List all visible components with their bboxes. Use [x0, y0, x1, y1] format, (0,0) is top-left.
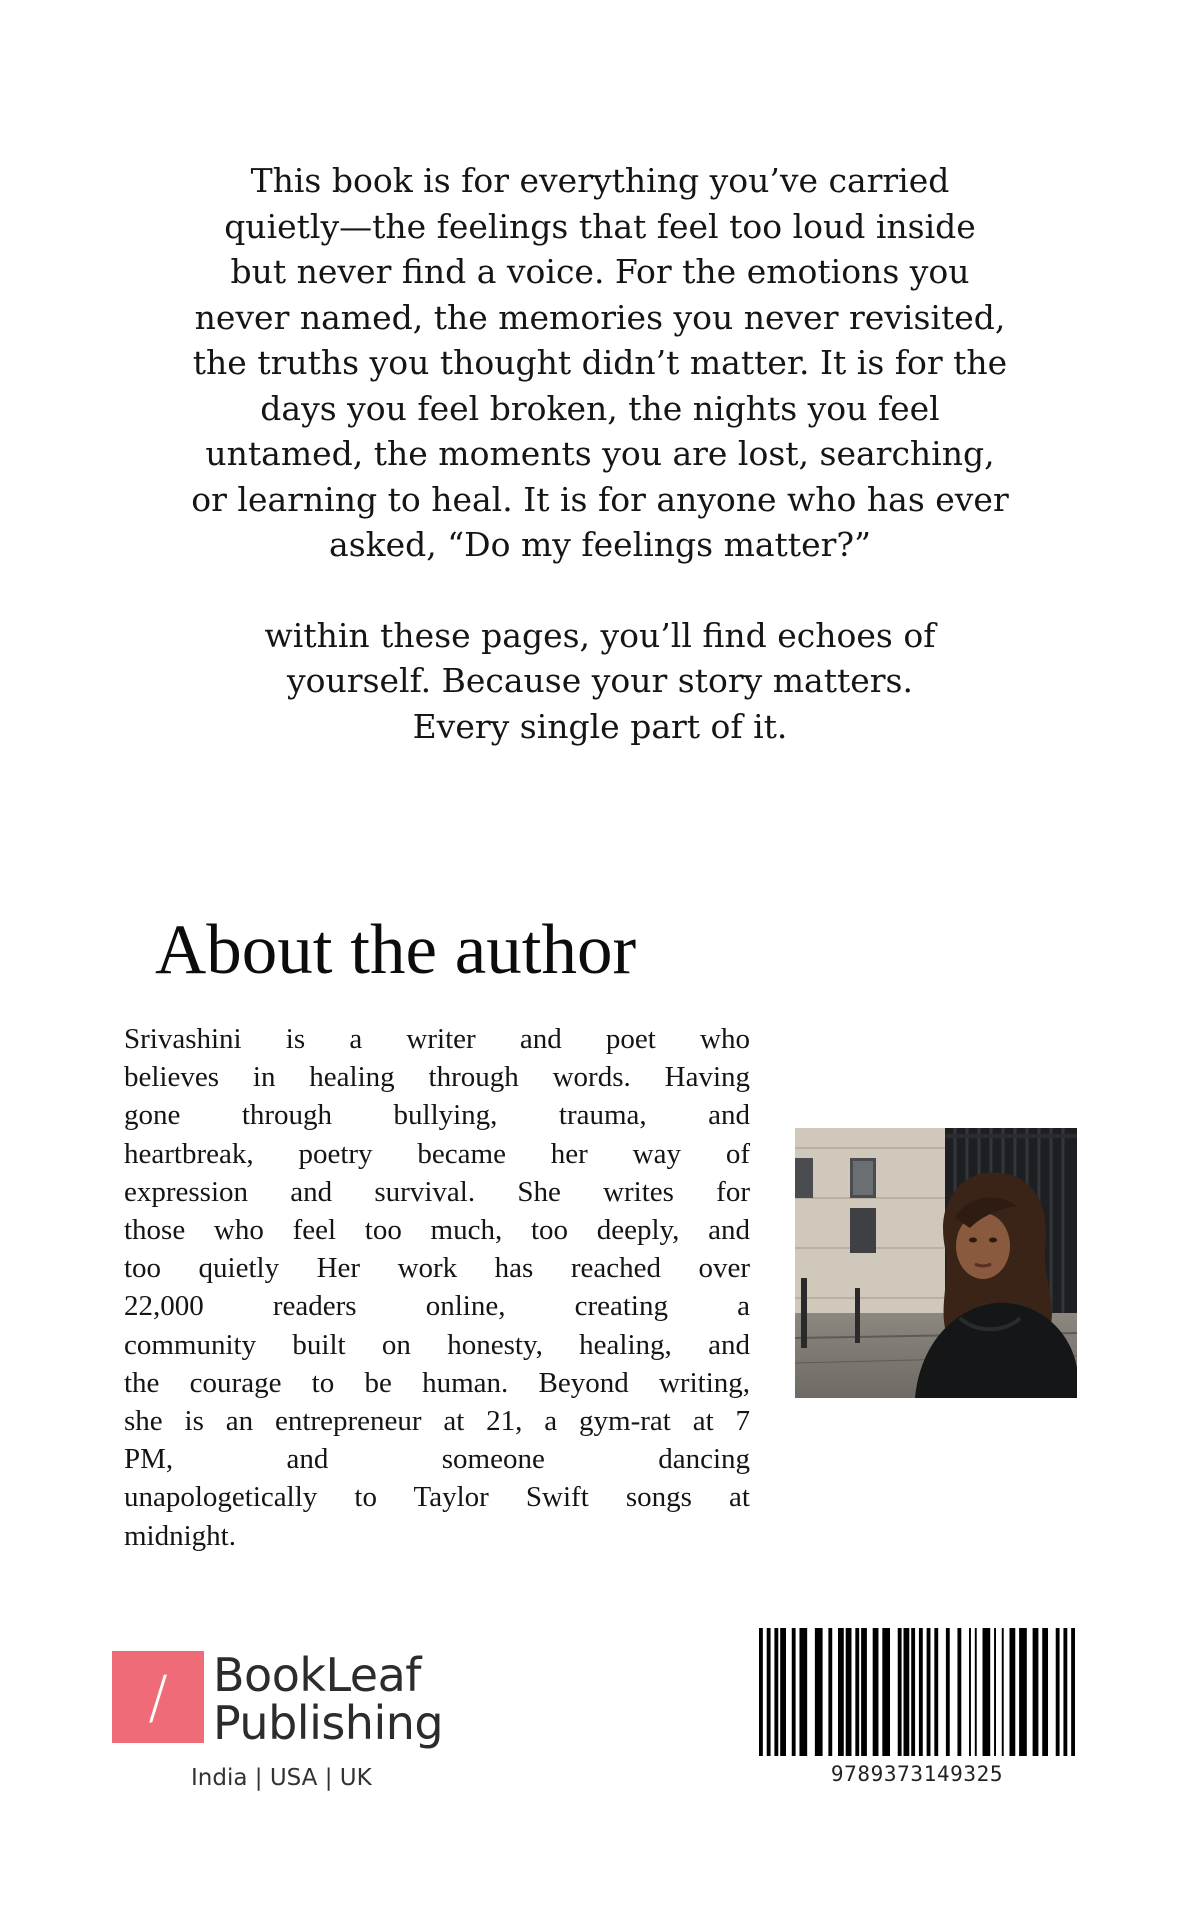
barcode-bar — [904, 1628, 910, 1756]
blurb-line: days you feel broken, the nights you feel — [260, 388, 940, 428]
barcode-bar — [861, 1628, 867, 1756]
bio-line: believes in healing through words. Having — [124, 1061, 750, 1094]
barcode-bar — [911, 1628, 915, 1756]
bookleaf-publishing-logo — [112, 1648, 462, 1761]
barcode-bar — [946, 1628, 950, 1756]
blurb-line: asked, “Do my feelings matter?” — [329, 525, 871, 564]
barcode-bar — [792, 1628, 796, 1756]
bio-line: she is an entrepreneur at 21, a gym-rat at 7 — [124, 1405, 750, 1438]
blurb-line: never named, the memories you never revisited, — [194, 297, 1006, 337]
bio-line: heartbreak, poetry became her way of — [124, 1137, 750, 1170]
blurb-paragraph-1 — [120, 158, 1080, 568]
blurb-line: quietly—the feelings that feel too loud inside — [224, 206, 976, 246]
blurb-line: within these pages, you’ll find echoes of — [264, 615, 936, 655]
publisher-name — [213, 1648, 444, 1750]
bio-line: 22,000 readers online, creating a — [124, 1290, 750, 1323]
barcode-bar — [1056, 1628, 1060, 1756]
publisher-name-line1: BookLeaf — [213, 1648, 421, 1702]
barcode-bar — [855, 1628, 859, 1756]
publisher-regions: India | USA | UK — [191, 1765, 372, 1791]
bio-line: PM, and someone dancing — [124, 1443, 750, 1476]
barcode-bar — [1071, 1628, 1075, 1756]
blurb-line: untamed, the moments you are lost, searching, — [205, 434, 995, 473]
blurb-line: or learning to heal. It is for anyone who has ever — [191, 479, 1009, 519]
barcode-bar — [799, 1628, 807, 1756]
barcode-bar — [828, 1628, 832, 1756]
isbn-number: 9789373149325 — [830, 1762, 1004, 1786]
blurb-line: the truths you thought didn’t matter. It is for the — [192, 343, 1008, 382]
barcode-bar — [1002, 1628, 1004, 1756]
bio-line: the courage to be human. Beyond writing, — [124, 1366, 750, 1399]
author-photo — [795, 1128, 1077, 1398]
barcode-bar — [882, 1628, 890, 1756]
barcode-bar — [1042, 1628, 1048, 1756]
back-cover-blurb — [120, 158, 1080, 749]
barcode-bar — [780, 1628, 786, 1756]
barcode-bar — [919, 1628, 923, 1756]
barcode-bar — [759, 1628, 763, 1756]
bio-line: too quietly Her work has reached over — [124, 1252, 750, 1285]
barcode-bar — [838, 1628, 844, 1756]
barcode-bar — [1033, 1628, 1039, 1756]
bio-line: Srivashini is a writer and poet who — [124, 1023, 750, 1055]
bio-line: those who feel too much, too deeply, and — [124, 1214, 750, 1247]
bio-line: community built on honesty, healing, and — [124, 1328, 750, 1361]
barcode-bar — [846, 1628, 852, 1756]
barcode-bar — [969, 1628, 971, 1756]
blurb-line: yourself. Because your story matters. — [287, 661, 913, 700]
isbn-barcode — [757, 1628, 1077, 1756]
barcode-bar — [957, 1628, 961, 1756]
barcode-bar — [983, 1628, 991, 1756]
barcode-bar — [815, 1628, 823, 1756]
barcode-bar — [767, 1628, 771, 1756]
blurb-paragraph-2 — [120, 613, 1080, 750]
barcode-bar — [898, 1628, 902, 1756]
blurb-line: This book is for everything you’ve carried — [250, 161, 950, 200]
about-author-heading: About the author — [155, 911, 637, 989]
bio-line: unapologetically to Taylor Swift songs at — [124, 1481, 750, 1514]
barcode-bar — [1009, 1628, 1015, 1756]
slash-logo-mark: / — [112, 1651, 204, 1743]
barcode-bar — [975, 1628, 977, 1756]
barcode-bar — [1063, 1628, 1067, 1756]
barcode-bar — [927, 1628, 931, 1756]
blurb-line: Every single part of it. — [412, 706, 788, 746]
barcode-bar — [1019, 1628, 1027, 1756]
bio-line: gone through bullying, trauma, and — [124, 1099, 750, 1132]
publisher-name-line2: Publishing — [213, 1696, 444, 1750]
blurb-line: but never find a voice. For the emotions you — [230, 252, 970, 291]
bio-line: expression and survival. She writes for — [124, 1175, 750, 1208]
barcode-bar — [934, 1628, 938, 1756]
bio-line: midnight. — [124, 1519, 236, 1552]
barcode-bar — [873, 1628, 879, 1756]
author-bio — [124, 1020, 750, 1555]
barcode-bar — [774, 1628, 778, 1756]
barcode-bar — [994, 1628, 996, 1756]
